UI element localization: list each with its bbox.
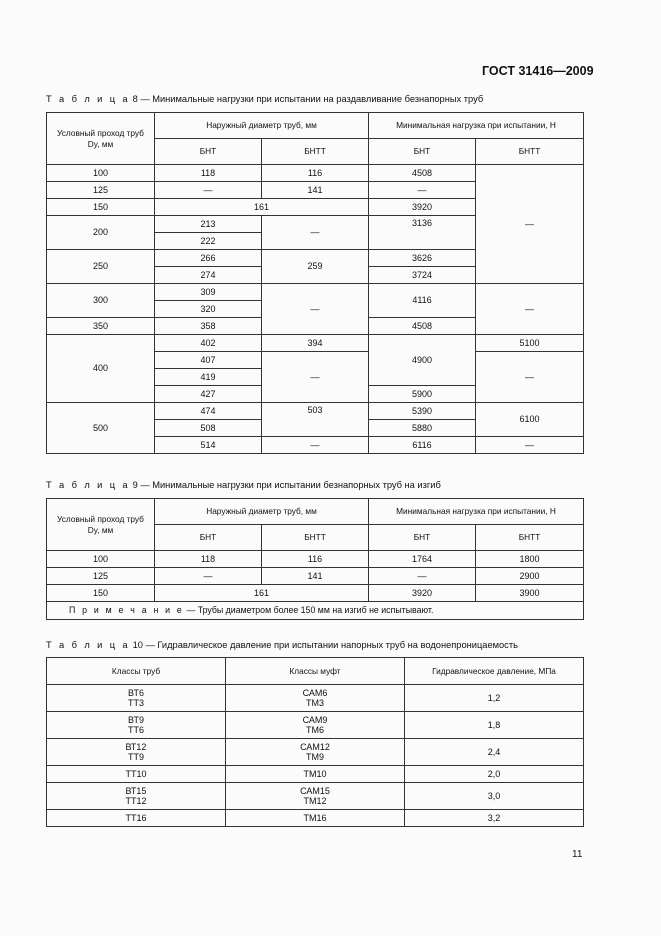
- table9-label: Т а б л и ц а: [46, 480, 130, 490]
- table-cell: 1764: [369, 551, 476, 568]
- table10-title: — Гидравлическое давление при испытании напорных труб на водонепроницаемость: [145, 640, 518, 650]
- table8-title: — Минимальные нагрузки при испытании на раздавливание безнапорных труб: [140, 94, 484, 104]
- table-cell: 3900: [476, 585, 584, 602]
- table8-header-bnt-diameter: БНТ: [155, 139, 262, 165]
- table9-header-bnt-diameter: БНТ: [155, 525, 262, 551]
- table10-caption: [46, 640, 518, 650]
- table-cell: 222: [155, 233, 262, 250]
- table-cell: 2900: [476, 568, 584, 585]
- table-row: [47, 712, 584, 739]
- table-cell: ТТ16: [47, 810, 226, 827]
- table10-header-pipe-classes: Классы труб: [47, 658, 226, 685]
- table-cell: —: [262, 284, 369, 335]
- table-cell: 161: [155, 585, 369, 602]
- table9-note-text: — Трубы диаметром более 150 мм на изгиб не испытывают.: [184, 605, 434, 616]
- table-cell: САМ6 ТМ3: [226, 685, 405, 712]
- table-cell: 6100: [476, 403, 584, 437]
- table-cell: 300: [47, 284, 155, 318]
- table-cell: 1800: [476, 551, 584, 568]
- table-cell: —: [262, 352, 369, 403]
- table-cell: —: [476, 352, 584, 403]
- table-row: [47, 766, 584, 783]
- table-cell: —: [262, 216, 369, 250]
- table-cell: ВТ9 ТТ6: [47, 712, 226, 739]
- table-cell: 402: [155, 335, 262, 352]
- table9-header-min-load: Минимальная нагрузка при испытании, Н: [369, 499, 584, 525]
- table-cell: —: [476, 165, 584, 284]
- table-cell: 508: [155, 420, 262, 437]
- table-cell: 259: [262, 250, 369, 284]
- table9-header-bntt-load: БНТТ: [476, 525, 584, 551]
- table-cell: 213: [155, 216, 262, 233]
- table-cell: ВТ6 ТТ3: [47, 685, 226, 712]
- table-cell: 116: [262, 165, 369, 182]
- table-cell: 1,2: [405, 685, 584, 712]
- table-cell: ТМ16: [226, 810, 405, 827]
- table-cell: 419: [155, 369, 262, 386]
- table-cell: 2,4: [405, 739, 584, 766]
- table10-label: Т а б л и ц а: [46, 640, 130, 650]
- table9-header-bntt-diameter: БНТТ: [262, 525, 369, 551]
- table-cell: 3920: [369, 199, 476, 216]
- table-cell: 125: [47, 182, 155, 199]
- table9-title: — Минимальные нагрузки при испытании безнапорных труб на изгиб: [140, 480, 441, 490]
- table-cell: 5100: [476, 335, 584, 352]
- table-cell: 4900: [369, 335, 476, 386]
- table-cell: 4508: [369, 165, 476, 182]
- table-cell: 5390: [369, 403, 476, 420]
- table-cell: 150: [47, 199, 155, 216]
- table-cell: 3,2: [405, 810, 584, 827]
- table9-header-bnt-load: БНТ: [369, 525, 476, 551]
- table10: [46, 657, 584, 827]
- table8: [46, 112, 584, 454]
- table-cell: 500: [47, 403, 155, 454]
- table8-header-bntt-diameter: БНТТ: [262, 139, 369, 165]
- table-cell: 474: [155, 403, 262, 420]
- table10-header-coupling-classes: Классы муфт: [226, 658, 405, 685]
- table-cell: 427: [155, 386, 262, 403]
- table-cell: 2,0: [405, 766, 584, 783]
- table-cell: 118: [155, 165, 262, 182]
- table9-header-dy: Условный проход труб Dy, мм: [47, 499, 155, 551]
- table8-caption: [46, 94, 483, 104]
- table-cell: ТТ10: [47, 766, 226, 783]
- table9-number: 9: [132, 480, 138, 490]
- page-number: 11: [572, 849, 583, 860]
- table9-caption: [46, 480, 441, 490]
- table-cell: 150: [47, 585, 155, 602]
- table-cell: САМ12 ТМ9: [226, 739, 405, 766]
- table8-header-bntt-load: БНТТ: [476, 139, 584, 165]
- table-cell: 3,0: [405, 783, 584, 810]
- table-cell: 266: [155, 250, 262, 267]
- table-cell: 116: [262, 551, 369, 568]
- table-cell: ВТ12 ТТ9: [47, 739, 226, 766]
- table-cell: 5880: [369, 420, 476, 437]
- table-cell: 320: [155, 301, 262, 318]
- table8-header-dy: Условный проход труб Dy, мм: [47, 113, 155, 165]
- table-cell: 5900: [369, 386, 476, 403]
- table8-header-bnt-load: БНТ: [369, 139, 476, 165]
- table-cell: —: [155, 182, 262, 199]
- table-cell: ВТ15 ТТ12: [47, 783, 226, 810]
- table-cell: 1,8: [405, 712, 584, 739]
- table-cell: ТМ10: [226, 766, 405, 783]
- table-cell: 503: [262, 403, 369, 437]
- table-cell: 125: [47, 568, 155, 585]
- table-cell: 350: [47, 318, 155, 335]
- table-row: [47, 568, 584, 585]
- table-row: [47, 810, 584, 827]
- table8-header-min-load: Минимальная нагрузка при испытании, Н: [369, 113, 584, 139]
- document-number: ГОСТ 31416—2009: [482, 64, 594, 78]
- table-cell: 100: [47, 551, 155, 568]
- table-cell: —: [476, 437, 584, 454]
- table-cell: —: [476, 284, 584, 335]
- table-cell: 4116: [369, 284, 476, 318]
- table8-header-outer-diameter: Наружный диаметр труб, мм: [155, 113, 369, 139]
- table-cell: 407: [155, 352, 262, 369]
- table-row: [47, 739, 584, 766]
- table-cell: 250: [47, 250, 155, 284]
- table-cell: 3626: [369, 250, 476, 267]
- table9: [46, 498, 584, 620]
- table-cell: 4508: [369, 318, 476, 335]
- table-cell: 3724: [369, 267, 476, 284]
- table-cell: 514: [155, 437, 262, 454]
- table-cell: 309: [155, 284, 262, 301]
- table10-number: 10: [132, 640, 143, 650]
- table-cell: 141: [262, 182, 369, 199]
- table-cell: 3920: [369, 585, 476, 602]
- table10-header-pressure: Гидравлическое давление, МПа: [405, 658, 584, 685]
- table-cell: 200: [47, 216, 155, 250]
- table-cell: 141: [262, 568, 369, 585]
- table-cell: —: [262, 437, 369, 454]
- table-cell: —: [155, 568, 262, 585]
- table-cell: —: [369, 568, 476, 585]
- table-row: [47, 783, 584, 810]
- table-cell: 6116: [369, 437, 476, 454]
- table-cell: 118: [155, 551, 262, 568]
- table9-note-label: П р и м е ч а н и е: [69, 605, 185, 616]
- table-cell: САМ9 ТМ6: [226, 712, 405, 739]
- table-cell: САМ15 ТМ12: [226, 783, 405, 810]
- table-cell: 3136: [369, 216, 476, 250]
- table-cell: 161: [155, 199, 369, 216]
- table-cell: 394: [262, 335, 369, 352]
- table-row: [47, 585, 584, 602]
- table-cell: 100: [47, 165, 155, 182]
- table-cell: —: [369, 182, 476, 199]
- table8-label: Т а б л и ц а: [46, 94, 130, 104]
- table9-header-outer-diameter: Наружный диаметр труб, мм: [155, 499, 369, 525]
- table-row: [47, 685, 584, 712]
- table-cell: 400: [47, 335, 155, 403]
- table-row: [47, 551, 584, 568]
- table9-note: [47, 602, 584, 620]
- table-cell: 358: [155, 318, 262, 335]
- table8-number: 8: [132, 94, 138, 104]
- table-cell: 274: [155, 267, 262, 284]
